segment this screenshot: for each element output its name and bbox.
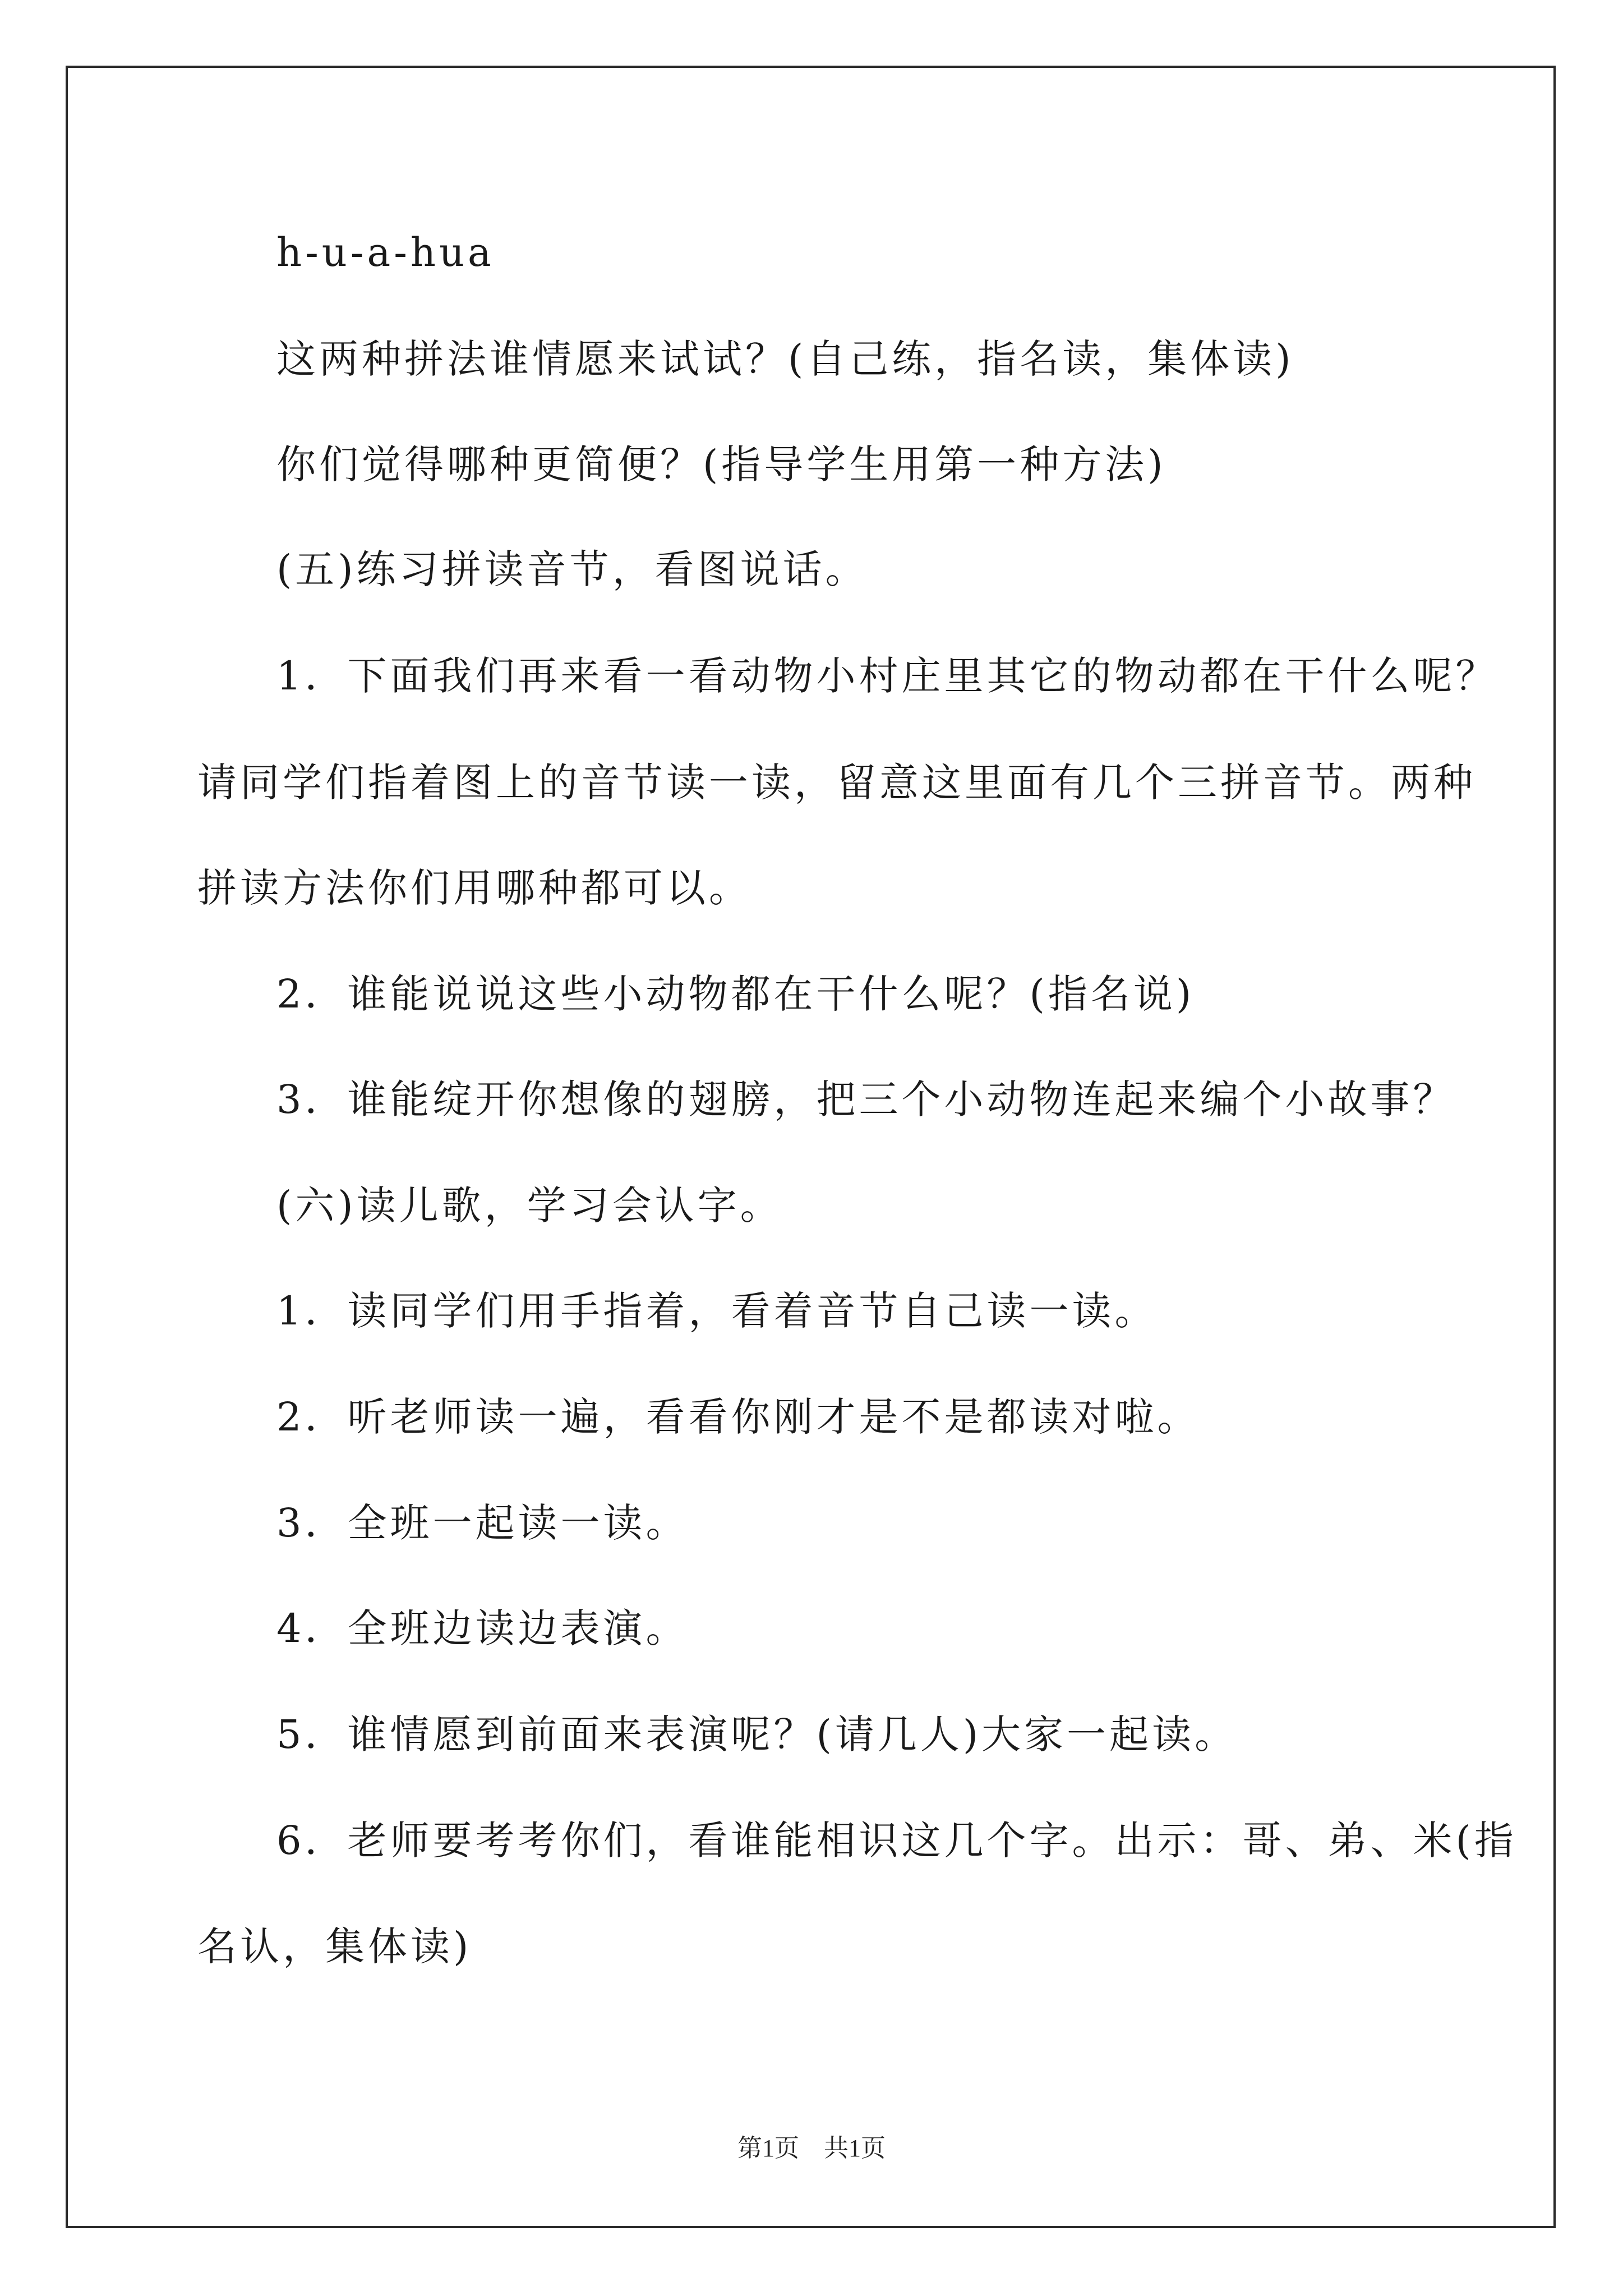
page-footer: 第1页 共1页 [737, 2134, 886, 2162]
text-line: 2．谁能说说这些小动物都在干什么呢？(指名说) [276, 971, 1195, 1017]
text-line: 名认，集体读) [197, 1924, 472, 1970]
text-line: 6．老师要考考你们，看谁能相识这几个字。出示：哥、弟、米(指 [276, 1818, 1517, 1864]
text-line: 3．谁能绽开你想像的翅膀，把三个小动物连起来编个小故事？ [276, 1076, 1456, 1122]
pinyin-line: h-u-a-hua [276, 229, 495, 275]
text-line: 5．谁情愿到前面来表演呢？(请几人)大家一起读。 [276, 1711, 1238, 1757]
text-line: 1．下面我们再来看一看动物小村庄里其它的物动都在干什么呢？ [276, 653, 1498, 699]
text-line: 你们觉得哪种更简便？(指导学生用第一种方法) [276, 441, 1166, 487]
text-line: 2．听老师读一遍，看看你刚才是不是都读对啦。 [276, 1394, 1200, 1440]
section-heading: (六)读儿歌，学习会认字。 [276, 1182, 783, 1228]
text-line: 4．全班边读边表演。 [276, 1605, 689, 1651]
text-line: 请同学们指着图上的音节读一读，留意这里面有几个三拼音节。两种 [197, 760, 1476, 806]
text-line: 3．全班一起读一读。 [276, 1500, 689, 1546]
text-line: 这两种拼法谁情愿来试试？(自己练，指名读，集体读) [276, 336, 1294, 382]
page-border [66, 66, 1556, 2228]
text-line: 1．读同学们用手指着，看着音节自己读一读。 [276, 1288, 1158, 1334]
section-heading: (五)练习拼读音节，看图说话。 [276, 546, 868, 592]
text-line: 拼读方法你们用哪种都可以。 [197, 865, 751, 911]
